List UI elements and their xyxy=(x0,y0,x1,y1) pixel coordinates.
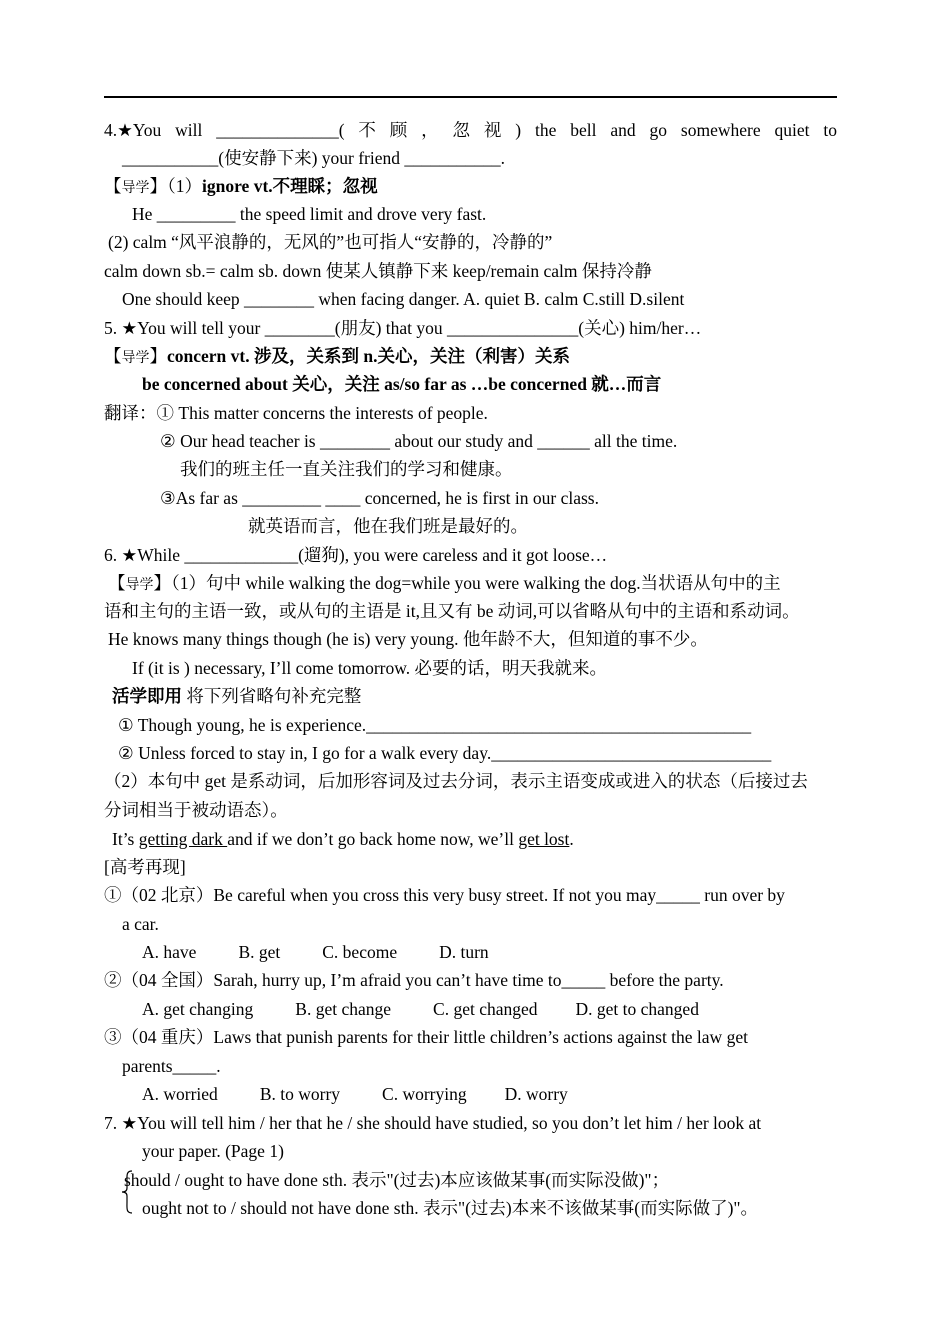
q6-practice-2: ② Unless forced to stay in, I go for a walk every day.________________________________ xyxy=(118,743,772,763)
q6-text: While _____________(遛狗), you were careless and it got loose… xyxy=(137,545,608,565)
q5-guide xyxy=(104,345,570,370)
q4-word: somewhere xyxy=(680,120,761,140)
option: A. have xyxy=(142,942,197,962)
underlined-phrase: get lost xyxy=(518,829,570,849)
q7-line-cont: your paper. (Page 1) xyxy=(142,1141,284,1161)
gaokao-q3-cont: parents_____. xyxy=(122,1056,221,1076)
q6-guide-2: （2）本句中 get 是系动词，后加形容词及过去分词，表示主语变成或进入的状态（后接过去 xyxy=(104,771,808,791)
q6-example-1: He knows many things though (he is) very young. 他年龄不大，但知道的事不少。 xyxy=(108,629,708,649)
example-text: and if we don’t go back home now, we’ll xyxy=(227,829,519,849)
q4-word: 不 xyxy=(358,120,376,140)
gaokao-q3: ③（04 重庆）Laws that punish parents for their little children’s actions against the law get xyxy=(104,1027,748,1047)
option: A. worried xyxy=(142,1084,218,1104)
q4-word: You xyxy=(132,120,162,140)
q4-number: 4. xyxy=(104,120,118,140)
q4-word: bell xyxy=(570,120,597,140)
option: C. worrying xyxy=(382,1084,467,1104)
star-icon: ★ xyxy=(117,120,133,140)
header-rule xyxy=(104,96,837,98)
guide-index: （1） xyxy=(167,176,202,196)
option: D. get to changed xyxy=(575,999,699,1019)
q7-structure-1: should / ought to have done sth. 表示"(过去)本应该做某事(而实际没做)"； xyxy=(124,1170,670,1190)
example-text: It’s xyxy=(112,829,139,849)
option: D. worry xyxy=(504,1084,568,1104)
q6-guide-2-cont: 分词相当于被动语态）。 xyxy=(104,800,288,820)
q4-word: will xyxy=(175,120,203,140)
q4-calm-phrases: calm down sb.= calm sb. down 使某人镇静下来 keep/remain calm 保持冷静 xyxy=(104,261,652,281)
q5-line xyxy=(104,317,701,339)
option: A. get changing xyxy=(142,999,254,1019)
q6-example-3 xyxy=(112,828,574,850)
option: B. get xyxy=(238,942,281,962)
q5-number: 5. xyxy=(104,318,118,338)
q4-word: 忽 xyxy=(452,120,471,140)
q5-translation-3-cn: 就英语而言，他在我们班是最好的。 xyxy=(248,516,528,536)
q4-word: quiet xyxy=(774,120,810,140)
bracket-open: 【 xyxy=(104,176,122,196)
star-icon: ★ xyxy=(121,1113,138,1133)
q7-number: 7. xyxy=(104,1113,118,1133)
gaokao-q1: ①（02 北京）Be careful when you cross this very busy street. If not you may_____ run over by xyxy=(104,885,785,905)
star-icon: ★ xyxy=(121,318,138,338)
translation-item: ① This matter concerns the interests of people. xyxy=(156,403,488,423)
guide-heading: concern vt. 涉及，关系到 n.关心，关注（利害）关系 xyxy=(167,346,570,366)
guide-tag: 导学 xyxy=(121,181,150,196)
q6-line xyxy=(104,544,607,566)
bracket-close: 】 xyxy=(149,346,167,366)
q4-word: ______________( xyxy=(216,120,345,140)
q7-line xyxy=(104,1112,761,1134)
q7-text: You will tell him / her that he / she should have studied, so you don’t let him / her look at xyxy=(137,1113,762,1133)
bracket-open: 【 xyxy=(104,346,122,366)
option: C. get changed xyxy=(433,999,538,1019)
q6-guide-1-cont: 语和主句的主语一致，或从句的主语是 it,且又有 be 动词,可以省略从句中的主语和系动词。 xyxy=(104,601,800,621)
gaokao-q1-cont: a car. xyxy=(122,914,159,934)
bracket-open: 【 xyxy=(108,573,126,593)
q4-word: go xyxy=(649,120,668,140)
option: C. become xyxy=(322,942,398,962)
example-text: . xyxy=(569,829,574,849)
option: B. get change xyxy=(295,999,392,1019)
q4-line-1 xyxy=(104,119,837,141)
q5-translation-3: ③As far as _________ ____ concerned, he is first in our class. xyxy=(160,488,599,508)
q4-guide-1 xyxy=(104,175,378,200)
guide-tag: 导学 xyxy=(121,351,150,366)
q5-translation-2: ② Our head teacher is ________ about our study and ______ all the time. xyxy=(160,431,678,451)
q5-translation-2-cn: 我们的班主任一直关注我们的学习和健康。 xyxy=(180,459,513,479)
star-icon: ★ xyxy=(121,545,138,565)
guide-tag: 导学 xyxy=(125,578,154,593)
q4-calm-intro: (2) calm “风平浪静的，无风的”也可指人“安静的，冷静的” xyxy=(108,232,553,252)
guide-text: （1）句中 while walking the dog=while you were walking the dog.当状语从句中的主 xyxy=(171,573,781,593)
q4-calm-question: One should keep ________ when facing danger. A. quiet B. calm C.still D.silent xyxy=(122,289,685,309)
guide-heading: ignore vt.不理睬；忽视 xyxy=(202,176,378,196)
translation-label: 翻译： xyxy=(104,403,157,423)
q5-text: You will tell your ________(朋友) that you _______________(关心) him/her… xyxy=(137,318,702,338)
option: B. to worry xyxy=(259,1084,341,1104)
gaokao-q2: ②（04 全国）Sarah, hurry up, I’m afraid you can’t have time to_____ before the party. xyxy=(104,970,724,990)
q4-line-2: ___________(使安静下来) your friend ___________. xyxy=(122,148,506,168)
gaokao-q2-options xyxy=(142,998,699,1020)
q6-practice-1: ① Though young, he is experience.____________________________________________ xyxy=(118,715,752,735)
q4-word: and xyxy=(610,120,636,140)
q4-word: ) xyxy=(515,120,522,140)
bracket-close: 】 xyxy=(149,176,167,196)
q5-phrases: be concerned about 关心，关注 as/so far as …be concerned 就…而言 xyxy=(142,374,662,394)
q4-example: He _________ the speed limit and drove very fast. xyxy=(132,204,487,224)
q5-translation-1 xyxy=(104,402,488,424)
practice-instruction: 将下列省略句补充完整 xyxy=(182,686,362,706)
q6-example-2: If (it is ) necessary, I’ll come tomorrow. 必要的话，明天我就来。 xyxy=(132,658,607,678)
q6-guide-1 xyxy=(108,572,781,597)
q4-word: to xyxy=(823,120,837,140)
gaokao-q3-options xyxy=(142,1083,568,1105)
option: D. turn xyxy=(439,942,489,962)
q4-word: ， xyxy=(421,120,439,140)
practice-title: 活学即用 xyxy=(112,686,182,706)
q6-number: 6. xyxy=(104,545,118,565)
q4-word: the xyxy=(534,120,557,140)
gaokao-heading: [高考再现] xyxy=(104,857,186,877)
bracket-close: 】 xyxy=(153,573,171,593)
gaokao-q1-options xyxy=(142,941,489,963)
q4-word: 视 xyxy=(483,120,502,140)
q4-word: 顾 xyxy=(389,120,408,140)
underlined-phrase: getting dark xyxy=(138,829,228,849)
q6-practice-heading xyxy=(112,685,361,707)
q7-structure-2: ought not to / should not have done sth. 表示"(过去)本来不该做某事(而实际做了)"。 xyxy=(142,1198,759,1218)
